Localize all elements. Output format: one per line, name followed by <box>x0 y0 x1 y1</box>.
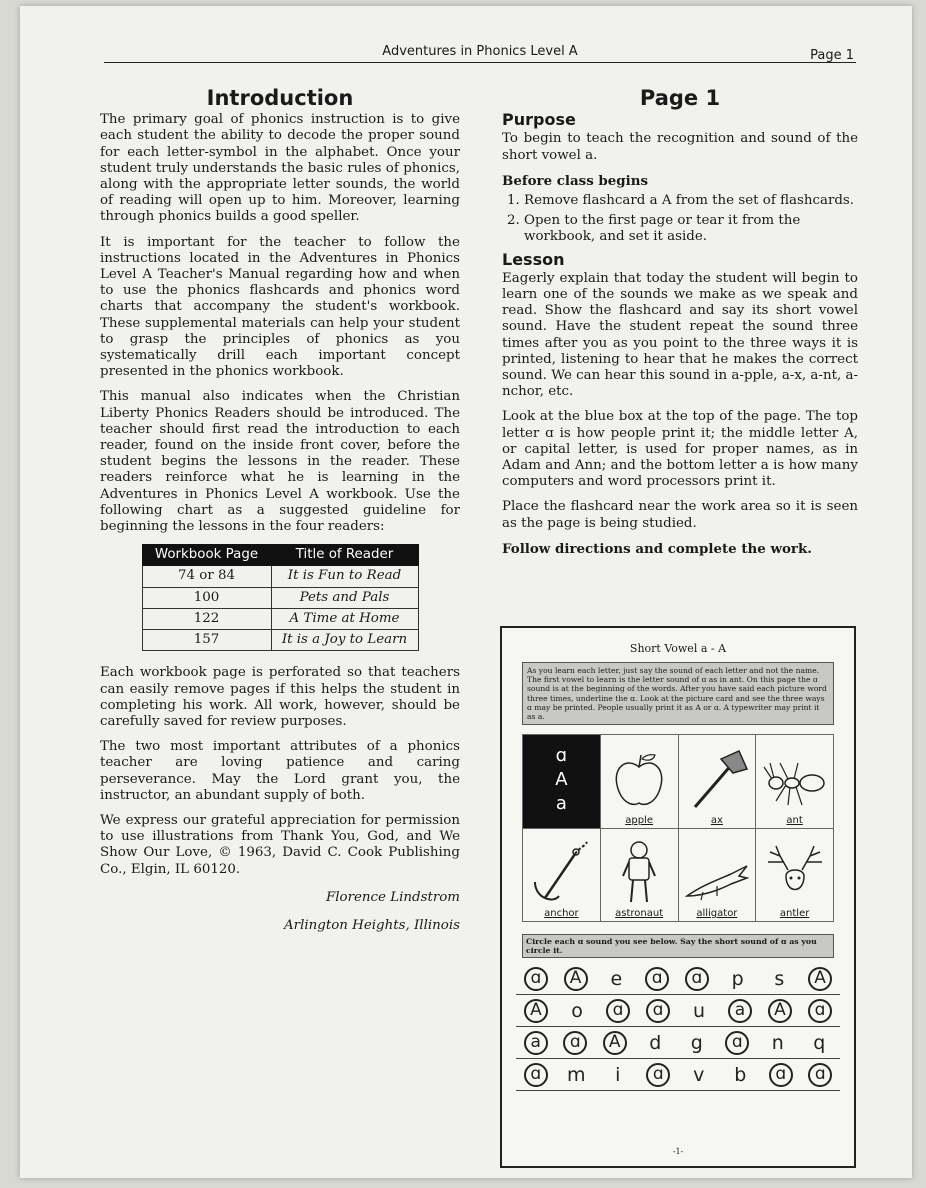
circled-letter: ɑ <box>645 967 669 991</box>
worksheet-instructions: As you learn each letter, just say the sound of each letter and not the name. The first vowel to learn is the letter sound of ɑ as in ant. On this page the ɑ sound is at the beginning of the words. After you have said each picture word three times, underline the ɑ. Look at the picture card and see the three ways ɑ may be printed. People usually print it as A or ɑ. A typewriter may print it as a. <box>522 662 834 725</box>
circled-letter: a <box>524 1031 548 1055</box>
circled-letter: a <box>728 999 752 1023</box>
letter: q <box>813 1032 826 1054</box>
circled-letter: A <box>603 1031 627 1055</box>
letter: u <box>692 1000 706 1022</box>
worksheet-title: Short Vowel a - A <box>629 642 727 655</box>
astronaut-icon <box>619 840 659 906</box>
letter: s <box>774 968 785 990</box>
intro-paragraph-3: This manual also indicates when the Christian Liberty Phonics Readers should be introduced. The teacher should first read the introduction to each reader, found on the inside front cover, before the student begins the lessons in the reader. These readers reinforce what he is learning in the Adventures in Phonics Level A workbook. Use the following chart as a suggested guideline for beginning the lessons in the four readers: <box>100 389 460 535</box>
letter-row <box>516 1060 840 1091</box>
circled-letter: ɑ <box>524 967 548 991</box>
table-row <box>142 587 418 608</box>
letter: g <box>690 1032 703 1054</box>
letter: n <box>771 1032 784 1054</box>
table-row <box>142 608 418 629</box>
lesson-paragraph-1: Eagerly explain that today the student will begin to learn one of the sounds we make as we speak and read. Show the flashcard and say its short vowel sound. Have the student repeat the sound three times after you as you point to the three ways it is printed, listening to hear that he makes the correct sound. We can hear this sound in a-pple, a-x, a-nt, a-nchor, etc. <box>502 270 858 400</box>
ant-icon <box>762 753 828 813</box>
before-class-heading: Before class begins <box>502 172 649 189</box>
lesson-page-heading: Page 1 <box>639 86 721 110</box>
list-item: 1. Remove flashcard a A from the set of flashcards. <box>524 193 858 209</box>
introduction-column <box>100 86 460 944</box>
lesson-heading: Lesson <box>502 249 565 269</box>
circled-letter: ɑ <box>808 1063 832 1087</box>
picture-grid <box>522 734 834 922</box>
letter: i <box>615 1064 621 1086</box>
follow-directions: Follow directions and complete the work. <box>502 540 812 557</box>
table-row <box>142 630 418 651</box>
anchor-icon <box>529 840 593 906</box>
circled-letter: ɑ <box>646 1063 670 1087</box>
lesson-paragraph-2: Look at the blue box at the top of the page. The top letter ɑ is how people print it; the middle letter A, or capital letter, is used for proper names, as in Adam and Ann; and the bottom letter a is how many computers and word processors print it. <box>502 409 858 490</box>
intro-paragraph-2: It is important for the teacher to follow the instructions located in the Adventures in Phonics Level A Teacher's Manual regarding how and when to use the phonics flashcards and phonics word charts that accompany the student's workbook. These supplemental materials can help your student to grasp the principles of phonics as you systematically drill each important concept presented in the phonics workbook. <box>100 234 460 380</box>
letter: v <box>693 1064 705 1086</box>
circled-letter: A <box>768 999 792 1023</box>
table-cell-title: A Time at Home <box>271 608 418 629</box>
apple-icon <box>609 749 669 813</box>
circled-letter: ɑ <box>646 999 670 1023</box>
picture-word: alligator <box>696 908 738 919</box>
letter-form: ɑ <box>555 745 568 767</box>
circled-letter: ɑ <box>685 967 709 991</box>
purpose-heading: Purpose <box>502 110 576 130</box>
circled-letter: ɑ <box>808 999 832 1023</box>
letter-row <box>516 1028 840 1059</box>
circled-letter: A <box>524 999 548 1023</box>
alligator-icon <box>683 856 751 906</box>
table-cell-page: 122 <box>142 608 271 629</box>
picture-cell-alligator <box>678 828 756 922</box>
circled-letter: ɑ <box>769 1063 793 1087</box>
table-header: Title of Reader <box>271 545 418 566</box>
ax-icon <box>685 749 749 813</box>
letter-row <box>516 964 840 995</box>
intro-paragraph-6: We express our grateful appreciation for permission to use illustrations from Thank You, God, and We Show Our Love, © 1963, David C. Cook Publishing Co., Elgin, IL 60120. <box>100 812 460 877</box>
picture-cell-ant <box>756 735 834 829</box>
picture-cell-astronaut <box>600 828 678 922</box>
intro-paragraph-5: The two most important attributes of a phonics teacher are loving patience and caring perseverance. May the Lord grant you, the instructor, an abundant supply of both. <box>100 739 460 803</box>
circled-letter: A <box>808 967 832 991</box>
table-cell-page: 157 <box>142 630 271 651</box>
picture-word: apple <box>625 814 653 826</box>
lesson-column <box>502 86 858 561</box>
picture-word: anchor <box>544 908 579 919</box>
table-cell-page: 100 <box>142 587 271 608</box>
letter: o <box>571 1000 583 1022</box>
circled-letter: ɑ <box>524 1063 548 1087</box>
workbook-page <box>20 6 912 1178</box>
circled-letter: ɑ <box>563 1031 587 1055</box>
introduction-heading: Introduction <box>206 86 354 110</box>
letter: b <box>734 1064 747 1086</box>
circled-letter: ɑ <box>725 1031 749 1055</box>
letter-form: A <box>555 769 568 791</box>
running-header-title: Adventures in Phonics Level A <box>382 44 578 59</box>
worksheet-thumbnail <box>500 626 856 1168</box>
picture-cell-anchor <box>523 828 601 922</box>
picture-word: ant <box>786 814 803 826</box>
picture-word: ax <box>710 814 723 826</box>
picture-word: astronaut <box>615 908 664 919</box>
table-cell-title: It is a Joy to Learn <box>271 630 418 651</box>
picture-cell-apple <box>600 735 678 829</box>
table-row <box>142 566 418 587</box>
letter: p <box>731 968 744 990</box>
picture-cell-antler <box>756 828 834 922</box>
intro-paragraph-4: Each workbook page is perforated so that teachers can easily remove pages if this helps the student in completing his work. All work, however, should be carefully saved for review purposes. <box>100 665 460 729</box>
letter-form: a <box>555 793 567 815</box>
table-cell-page: 74 or 84 <box>142 566 271 587</box>
table-cell-title: Pets and Pals <box>271 587 418 608</box>
table-header-row <box>142 545 418 566</box>
worksheet-page-number: -1- <box>672 1147 684 1156</box>
lesson-paragraph-3: Place the flashcard near the work area so it is seen as the page is being studied. <box>502 499 858 531</box>
deer-antler-icon <box>762 842 828 906</box>
intro-paragraph-1: The primary goal of phonics instruction is to give each student the ability to decode the proper sound for each letter-symbol in the alphabet. Once your student truly understands the basic rules of phonics, along with the appropriate letter sounds, the world of reading will open up to him. Moreover, learning through phonics builds a good speller. <box>100 112 460 225</box>
table-header: Workbook Page <box>142 545 271 566</box>
header-rule <box>104 62 856 63</box>
purpose-text: To begin to teach the recognition and sound of the short vowel a. <box>502 131 858 163</box>
letter-forms-card <box>523 735 601 829</box>
author-signature: Florence Lindstrom <box>325 889 460 905</box>
circled-letter: A <box>564 967 588 991</box>
author-location: Arlington Heights, Illinois <box>284 917 460 933</box>
circle-instructions: Circle each ɑ sound you see below. Say the short sound of ɑ as you circle it. <box>522 934 834 958</box>
letter: m <box>566 1064 586 1086</box>
before-class-steps <box>502 193 858 246</box>
letter: d <box>649 1032 662 1054</box>
letter-row <box>516 996 840 1027</box>
picture-word: antler <box>779 908 810 919</box>
letter: e <box>610 968 623 990</box>
circled-letter: ɑ <box>606 999 630 1023</box>
reader-schedule-table <box>142 544 419 651</box>
running-header-page: Page 1 <box>810 48 854 63</box>
table-cell-title: It is Fun to Read <box>271 566 418 587</box>
picture-cell-ax <box>678 735 756 829</box>
list-item: 2. Open to the first page or tear it from the workbook, and set it aside. <box>524 213 858 245</box>
